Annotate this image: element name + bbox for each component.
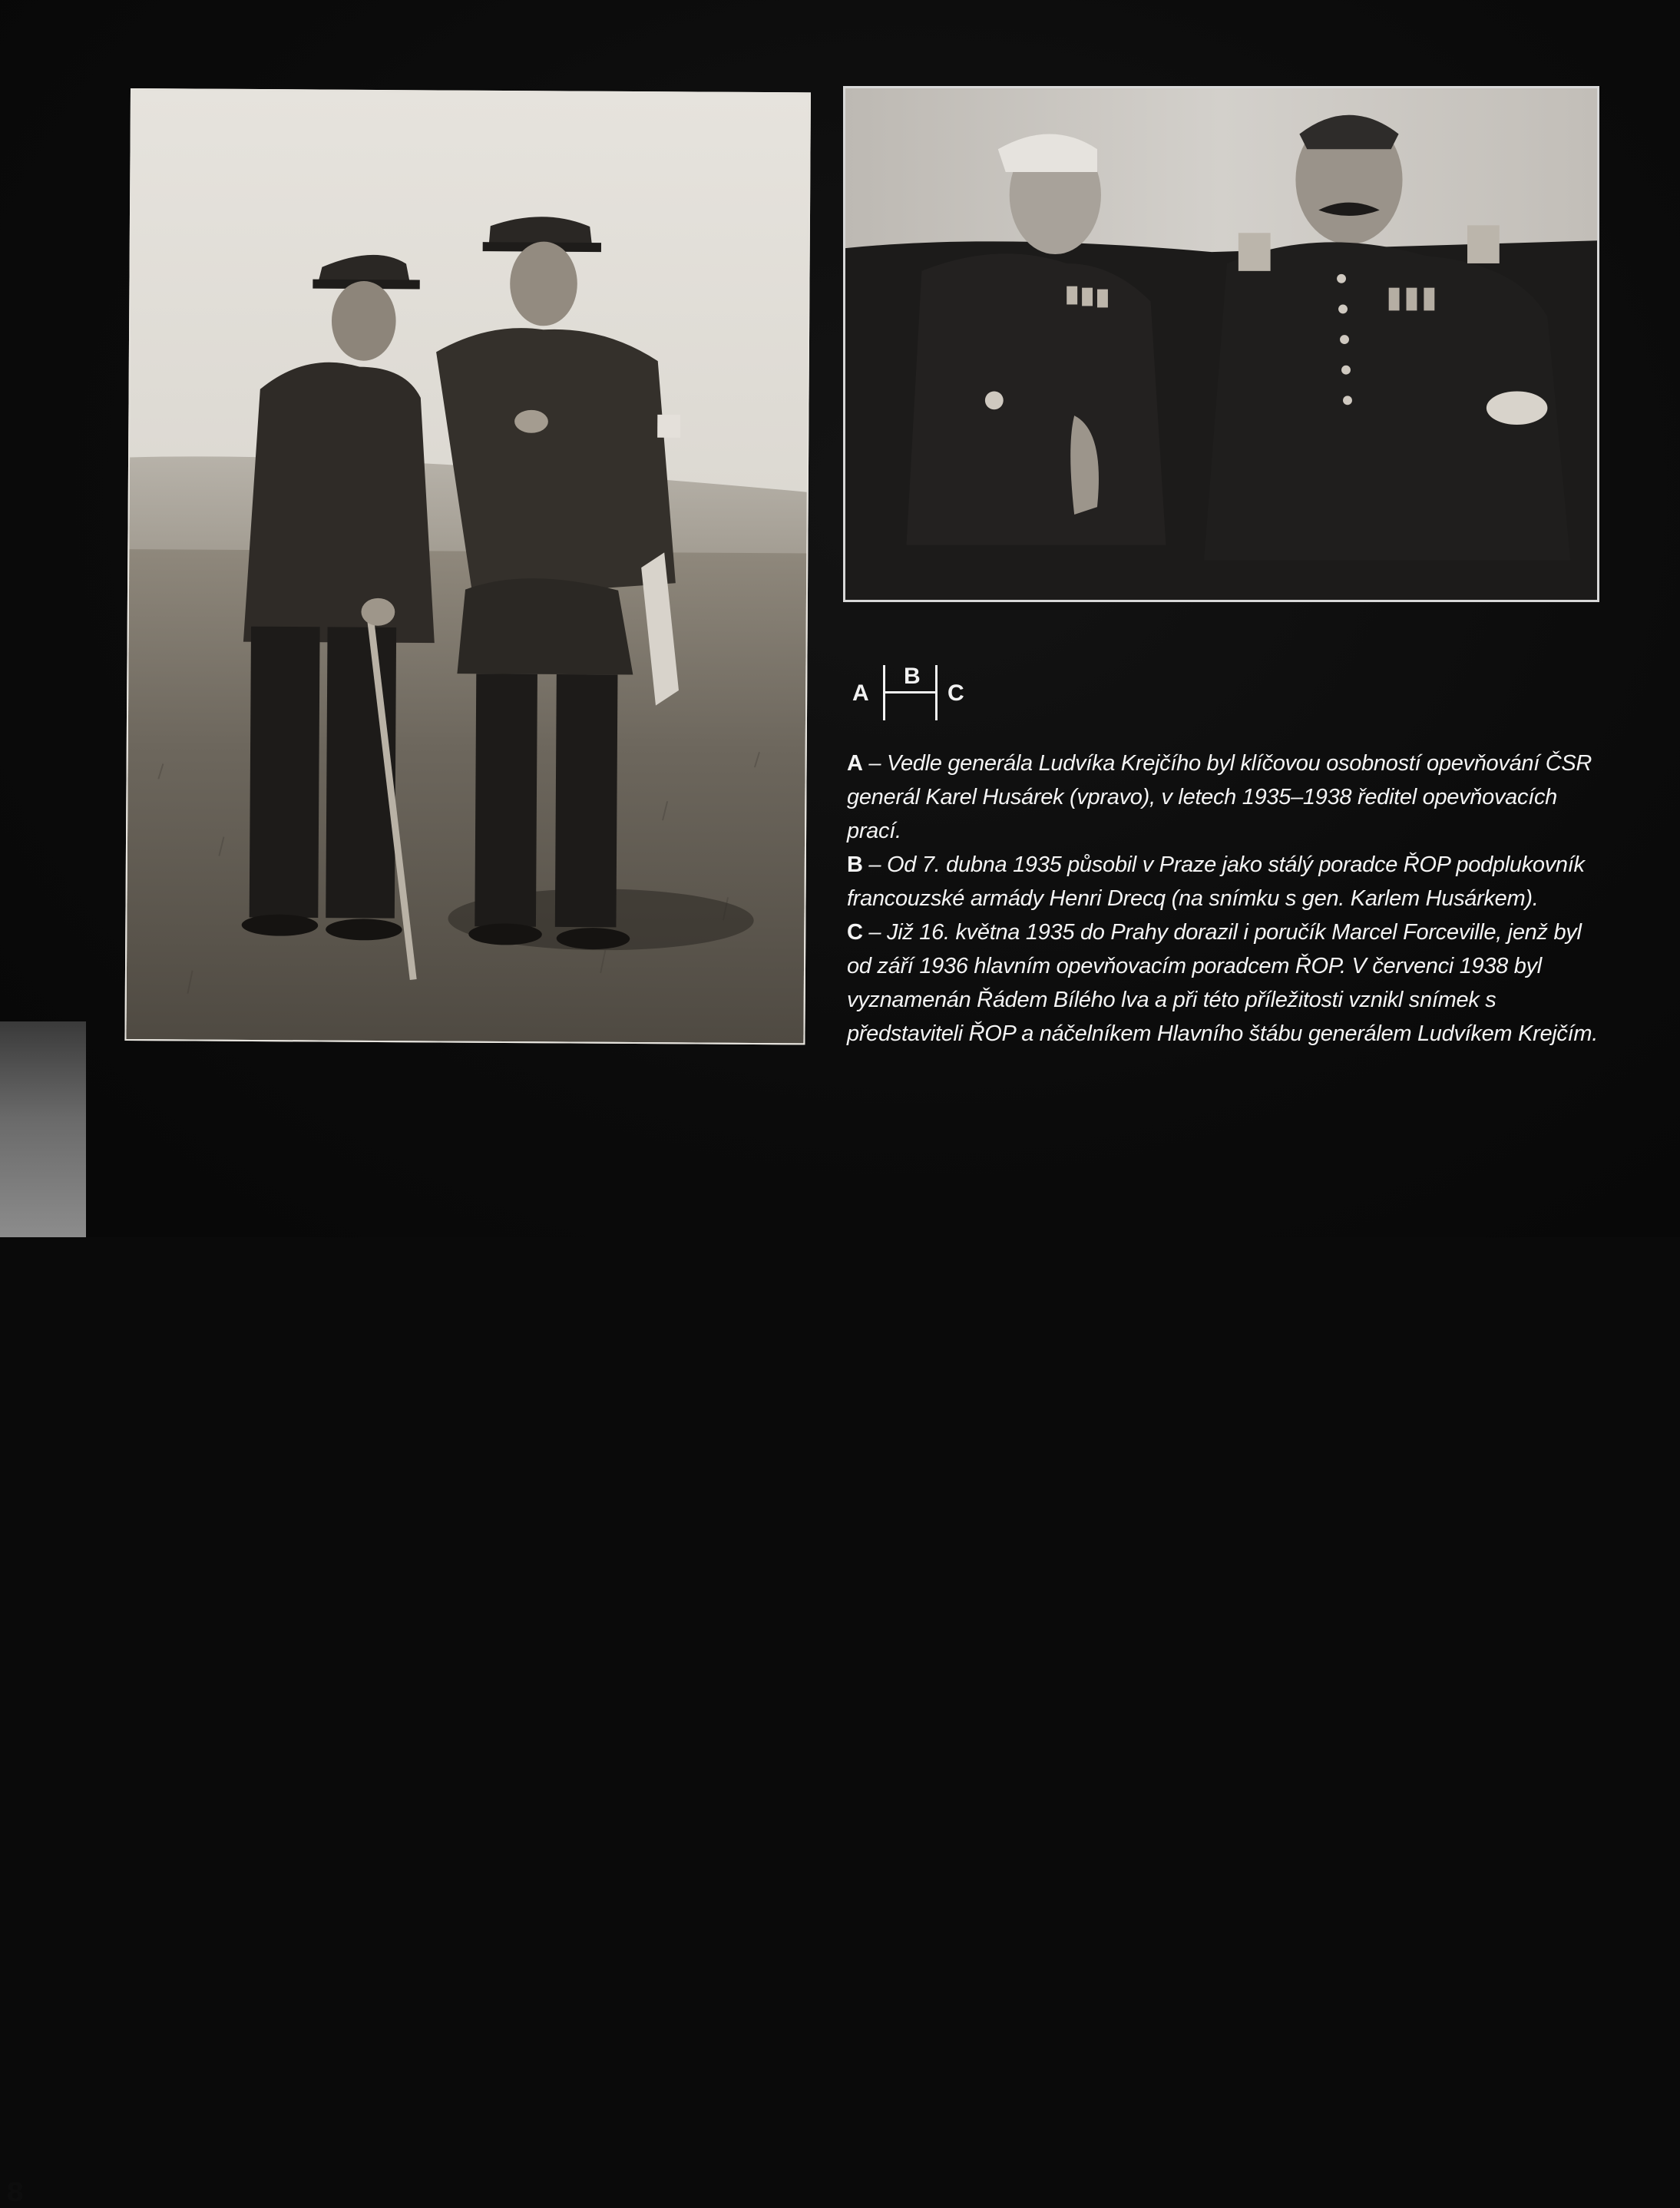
photo-a-image	[126, 90, 809, 1043]
caption-b-text: Od 7. dubna 1935 působil v Praze jako stálý poradce ŘOP podplukovník francouzské armády Henri Drecq (na snímku s gen. Karlem Husárkem).	[847, 852, 1585, 911]
page-number: 8	[6, 2177, 25, 2208]
layout-key-b: B	[904, 664, 921, 689]
layout-key-a: A	[852, 680, 869, 706]
caption-c	[847, 915, 1599, 1051]
caption-a	[847, 746, 1599, 848]
caption-c-text: Již 16. května 1935 do Prahy dorazil i poručík Marcel Forceville, jenž byl od září 1936 hlavním opevňovacím poradcem ŘOP. V červenci 1938 byl vyznamenán Řádem Bílého lva a při této příležitosti vznikl snímek s představiteli ŘOP a náčelníkem Hlavního štábu generálem Ludvíkem Krejčím.	[847, 920, 1598, 1046]
caption-a-label: A	[847, 751, 863, 776]
adjacent-page-edge	[0, 1021, 86, 2208]
caption-c-label: C	[847, 920, 863, 945]
layout-key-c: C	[947, 680, 964, 706]
caption-c-separator: –	[862, 920, 887, 945]
photo-a-officers-in-field	[124, 88, 811, 1044]
layout-key-divider-horizontal	[883, 691, 938, 694]
caption-b	[847, 848, 1599, 915]
caption-b-separator: –	[862, 852, 887, 877]
photo-b-seated-officers	[843, 86, 1599, 602]
photo-b-image	[845, 88, 1597, 600]
caption-a-text: Vedle generála Ludvíka Krejčího byl klíčovou osobností opevňování ČSR generál Karel Husárek (vpravo), v letech 1935–1938 ředitel opevňovacích prací.	[847, 751, 1592, 843]
photo-captions	[847, 746, 1599, 1051]
caption-b-label: B	[847, 852, 863, 877]
photo-layout-key	[851, 662, 966, 723]
caption-a-separator: –	[862, 751, 887, 776]
